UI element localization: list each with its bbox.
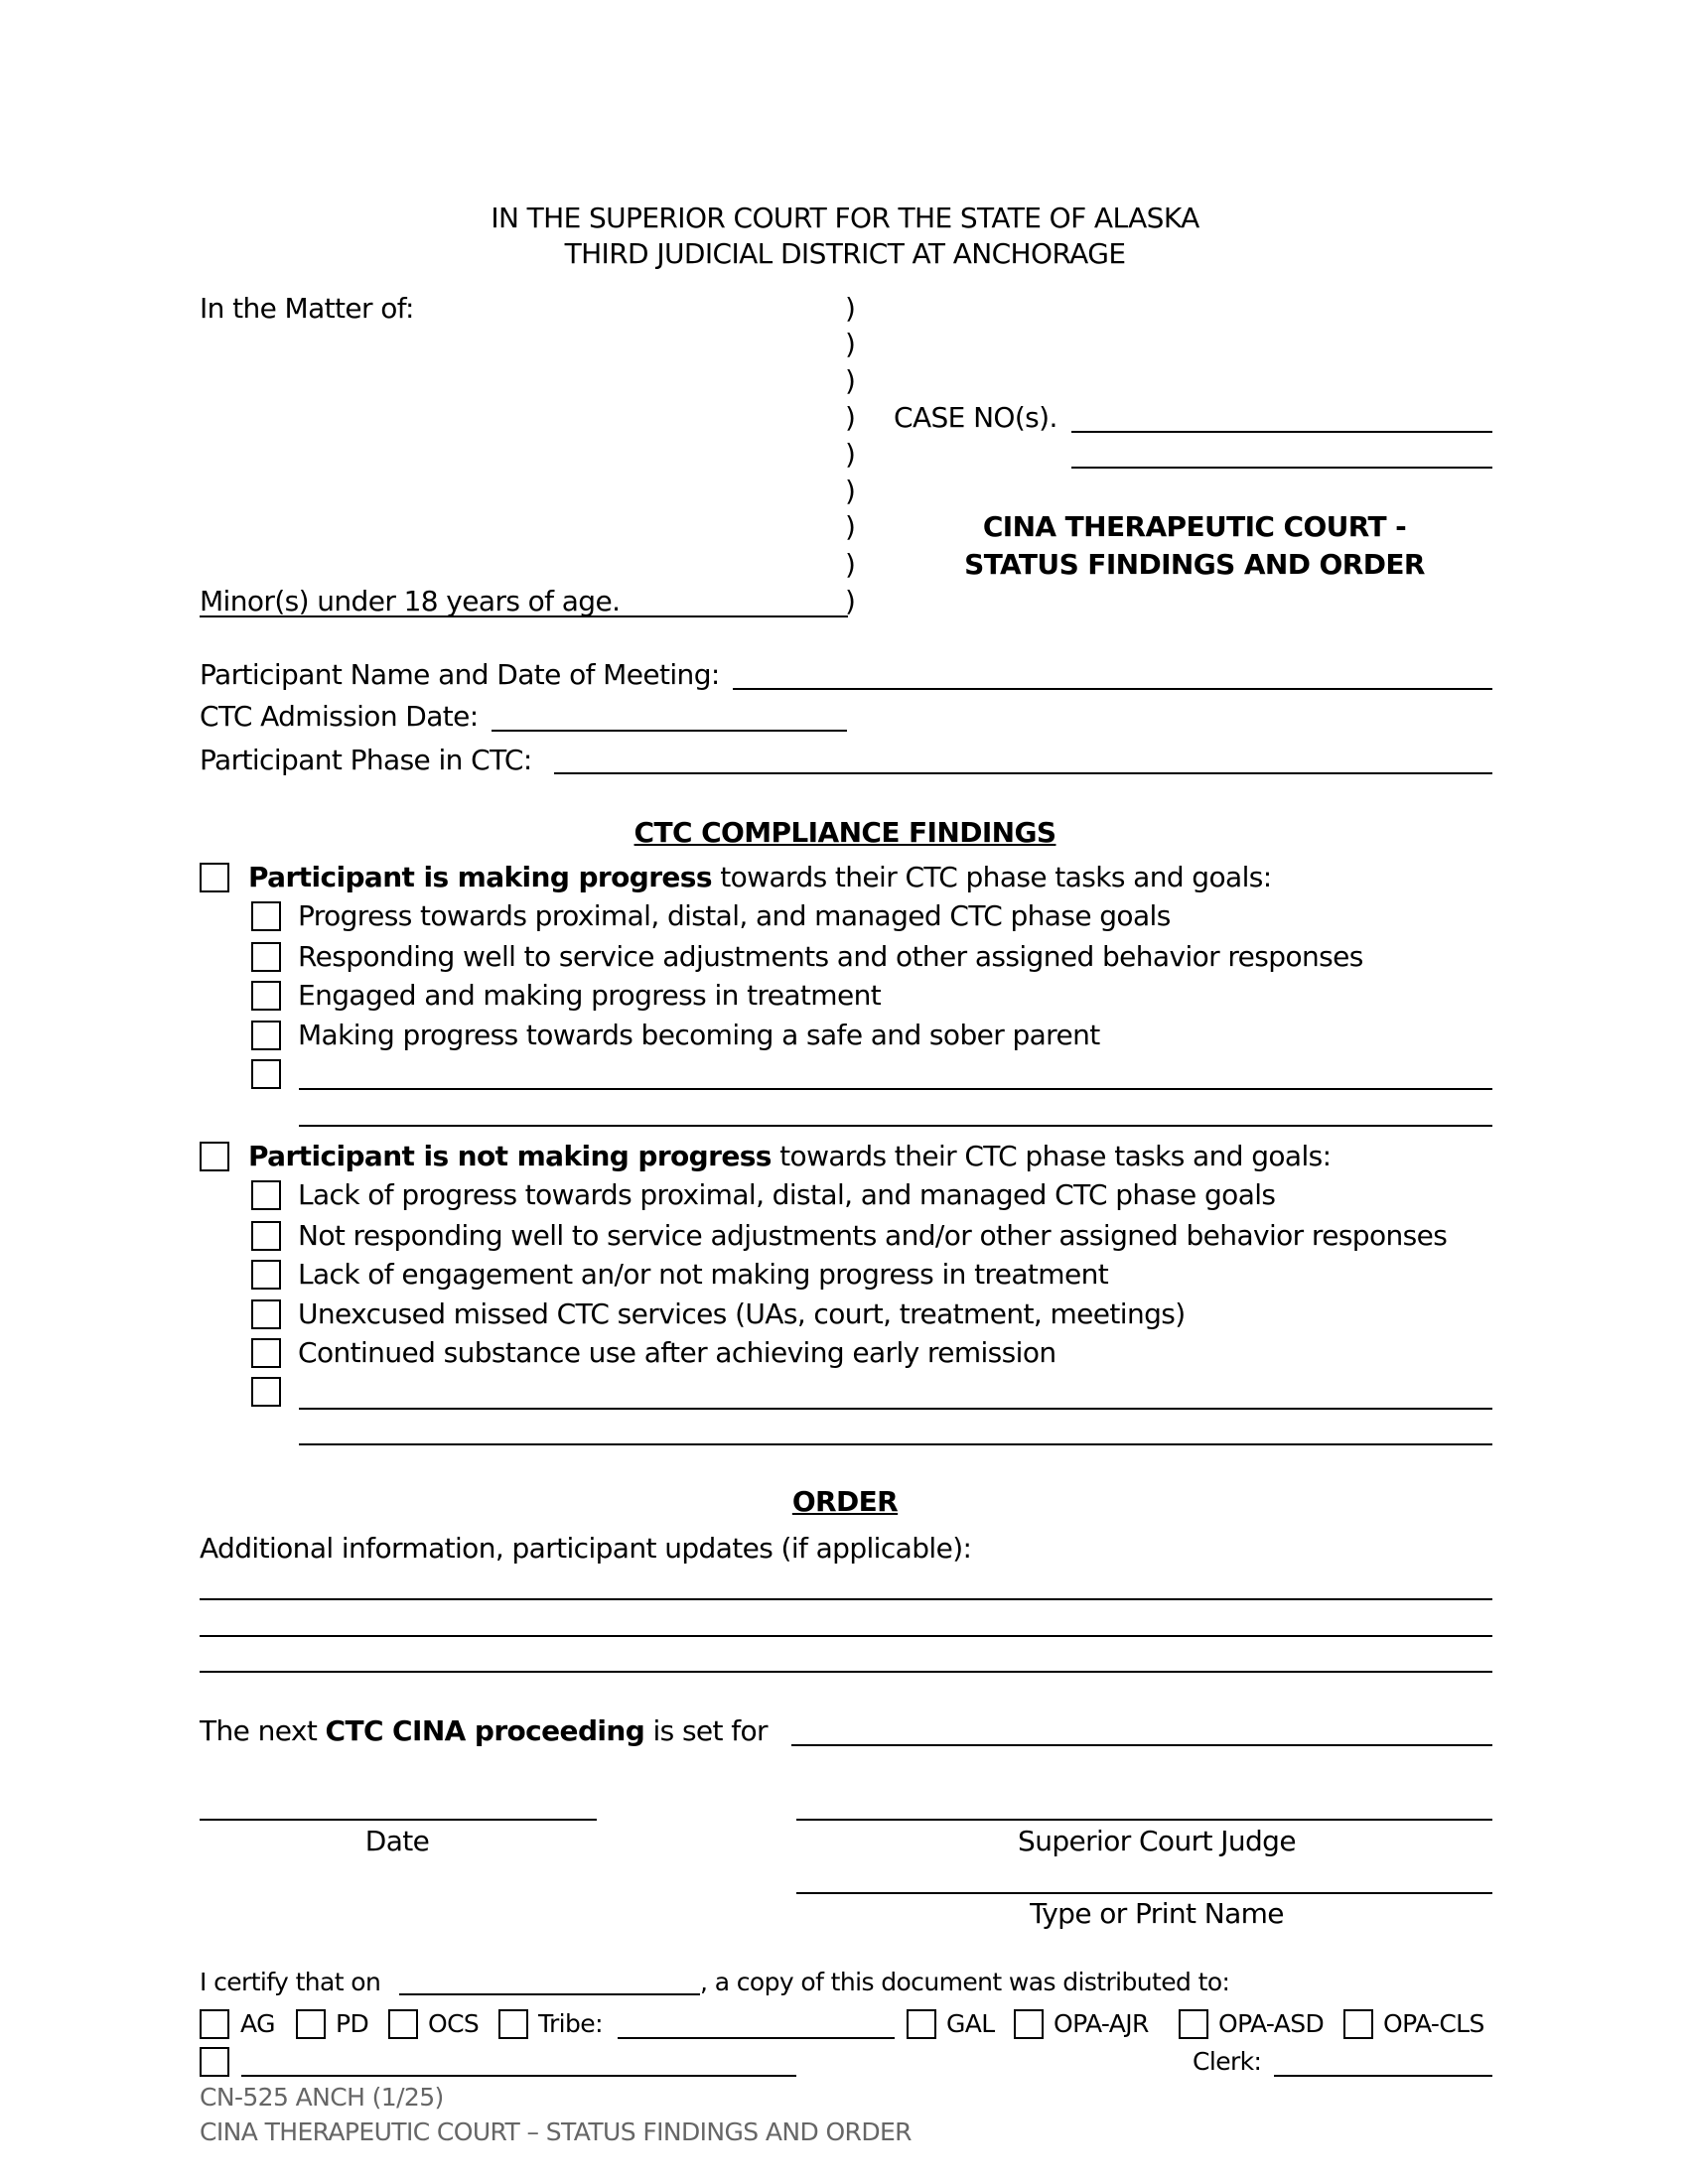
certify-label-pre: I certify that on bbox=[200, 1968, 381, 1996]
tribe-field[interactable] bbox=[618, 2037, 895, 2039]
order-heading: ORDER bbox=[791, 1485, 899, 1518]
additional-info-line[interactable] bbox=[200, 1598, 1492, 1600]
caption-paren: ) bbox=[845, 364, 856, 397]
phase-label: Participant Phase in CTC: bbox=[200, 744, 532, 776]
date-label: Date bbox=[364, 1825, 430, 1857]
finding-checkbox[interactable] bbox=[251, 1059, 281, 1089]
finding-item-label: Making progress towards becoming a safe and sober parent bbox=[298, 1019, 1100, 1051]
finding-checkbox[interactable] bbox=[251, 1377, 281, 1407]
certify-label-post: , a copy of this document was distributed to: bbox=[700, 1968, 1230, 1996]
finding-other-field[interactable] bbox=[299, 1125, 1492, 1127]
opa-ajr-checkbox[interactable] bbox=[1014, 2009, 1044, 2039]
caption-paren: ) bbox=[845, 475, 856, 507]
print-name-label: Type or Print Name bbox=[1030, 1897, 1284, 1930]
other-recipient-field[interactable] bbox=[241, 2075, 796, 2077]
finding-item-label: Progress towards proximal, distal, and managed CTC phase goals bbox=[298, 899, 1171, 932]
caption-paren: ) bbox=[845, 585, 856, 617]
not-making-progress-label: Participant is not making progress towards their CTC phase tasks and goals: bbox=[248, 1140, 1332, 1172]
footer-form-title: CINA THERAPEUTIC COURT – STATUS FINDINGS AND ORDER bbox=[200, 2117, 912, 2146]
other-recipient-checkbox[interactable] bbox=[200, 2047, 229, 2077]
opa-asd-checkbox[interactable] bbox=[1179, 2009, 1208, 2039]
additional-info-label: Additional information, participant updates (if applicable): bbox=[200, 1532, 972, 1565]
form-number: CN-525 ANCH (1/25) bbox=[200, 2083, 444, 2112]
finding-checkbox[interactable] bbox=[251, 1299, 281, 1329]
caption-paren: ) bbox=[845, 401, 856, 434]
pd-checkbox[interactable] bbox=[296, 2009, 326, 2039]
ag-label: AG bbox=[240, 2009, 275, 2038]
form-title-line1: CINA THERAPEUTIC COURT - bbox=[982, 510, 1407, 543]
judge-label: Superior Court Judge bbox=[1018, 1825, 1296, 1857]
making-progress-checkbox[interactable] bbox=[200, 863, 229, 892]
finding-other-field[interactable] bbox=[299, 1408, 1492, 1410]
matter-label: In the Matter of: bbox=[200, 292, 414, 325]
opa-ajr-label: OPA-AJR bbox=[1054, 2009, 1149, 2038]
finding-checkbox[interactable] bbox=[251, 1338, 281, 1368]
tribe-label: Tribe: bbox=[538, 2009, 603, 2038]
gal-checkbox[interactable] bbox=[907, 2009, 936, 2039]
additional-info-line[interactable] bbox=[200, 1635, 1492, 1637]
pd-label: PD bbox=[336, 2009, 369, 2038]
gal-label: GAL bbox=[946, 2009, 995, 2038]
judge-name-line[interactable] bbox=[796, 1892, 1492, 1894]
participant-name-label: Participant Name and Date of Meeting: bbox=[200, 658, 720, 691]
finding-item-label: Continued substance use after achieving early remission bbox=[298, 1336, 1056, 1369]
finding-item-label: Lack of progress towards proximal, distal, and managed CTC phase goals bbox=[298, 1178, 1276, 1211]
participant-name-field[interactable] bbox=[733, 688, 1492, 690]
case-no-field-2[interactable] bbox=[1071, 467, 1492, 469]
date-signature-line[interactable] bbox=[200, 1819, 597, 1821]
ag-checkbox[interactable] bbox=[200, 2009, 229, 2039]
finding-item-label: Lack of engagement an/or not making progress in treatment bbox=[298, 1258, 1109, 1291]
form-title-line2: STATUS FINDINGS AND ORDER bbox=[964, 548, 1425, 581]
finding-checkbox[interactable] bbox=[251, 942, 281, 972]
phase-field[interactable] bbox=[554, 772, 1492, 774]
finding-checkbox[interactable] bbox=[251, 1260, 281, 1290]
ocs-label: OCS bbox=[428, 2009, 480, 2038]
additional-info-line[interactable] bbox=[200, 1671, 1492, 1673]
court-header-line2: THIRD JUDICIAL DISTRICT AT ANCHORAGE bbox=[564, 237, 1126, 270]
finding-item-label: Not responding well to service adjustments and/or other assigned behavior responses bbox=[298, 1219, 1448, 1252]
case-no-label: CASE NO(s). bbox=[894, 401, 1057, 434]
finding-item-label: Unexcused missed CTC services (UAs, court, treatment, meetings) bbox=[298, 1297, 1186, 1330]
finding-checkbox[interactable] bbox=[251, 1221, 281, 1251]
ocs-checkbox[interactable] bbox=[388, 2009, 418, 2039]
making-progress-label: Participant is making progress towards their CTC phase tasks and goals: bbox=[248, 861, 1272, 893]
caption-paren: ) bbox=[845, 510, 856, 543]
judge-signature-line[interactable] bbox=[796, 1819, 1492, 1821]
tribe-checkbox[interactable] bbox=[498, 2009, 528, 2039]
finding-checkbox[interactable] bbox=[251, 981, 281, 1011]
minor-underline bbox=[200, 615, 848, 617]
court-header-line1: IN THE SUPERIOR COURT FOR THE STATE OF ALASKA bbox=[491, 202, 1199, 234]
certify-date-field[interactable] bbox=[399, 1993, 700, 1995]
clerk-field[interactable] bbox=[1274, 2075, 1492, 2077]
next-proceeding-field[interactable] bbox=[791, 1744, 1492, 1746]
case-no-field-1[interactable] bbox=[1071, 431, 1492, 433]
opa-cls-checkbox[interactable] bbox=[1343, 2009, 1373, 2039]
caption-paren: ) bbox=[845, 292, 856, 325]
caption-paren: ) bbox=[845, 438, 856, 471]
next-proceeding-label: The next CTC CINA proceeding is set for bbox=[200, 1714, 768, 1747]
finding-checkbox[interactable] bbox=[251, 1180, 281, 1210]
minor-label: Minor(s) under 18 years of age. bbox=[200, 585, 621, 617]
not-making-progress-checkbox[interactable] bbox=[200, 1142, 229, 1171]
opa-asd-label: OPA-ASD bbox=[1218, 2009, 1325, 2038]
findings-heading: CTC COMPLIANCE FINDINGS bbox=[633, 816, 1056, 849]
finding-other-field[interactable] bbox=[299, 1443, 1492, 1445]
admission-date-label: CTC Admission Date: bbox=[200, 700, 479, 733]
finding-checkbox[interactable] bbox=[251, 1021, 281, 1050]
clerk-label: Clerk: bbox=[1193, 2047, 1262, 2076]
finding-item-label: Responding well to service adjustments and other assigned behavior responses bbox=[298, 940, 1363, 973]
opa-cls-label: OPA-CLS bbox=[1383, 2009, 1484, 2038]
admission-date-field[interactable] bbox=[492, 730, 847, 732]
finding-other-field[interactable] bbox=[299, 1088, 1492, 1090]
finding-checkbox[interactable] bbox=[251, 901, 281, 931]
finding-item-label: Engaged and making progress in treatment bbox=[298, 979, 882, 1012]
caption-paren: ) bbox=[845, 328, 856, 360]
caption-paren: ) bbox=[845, 548, 856, 581]
